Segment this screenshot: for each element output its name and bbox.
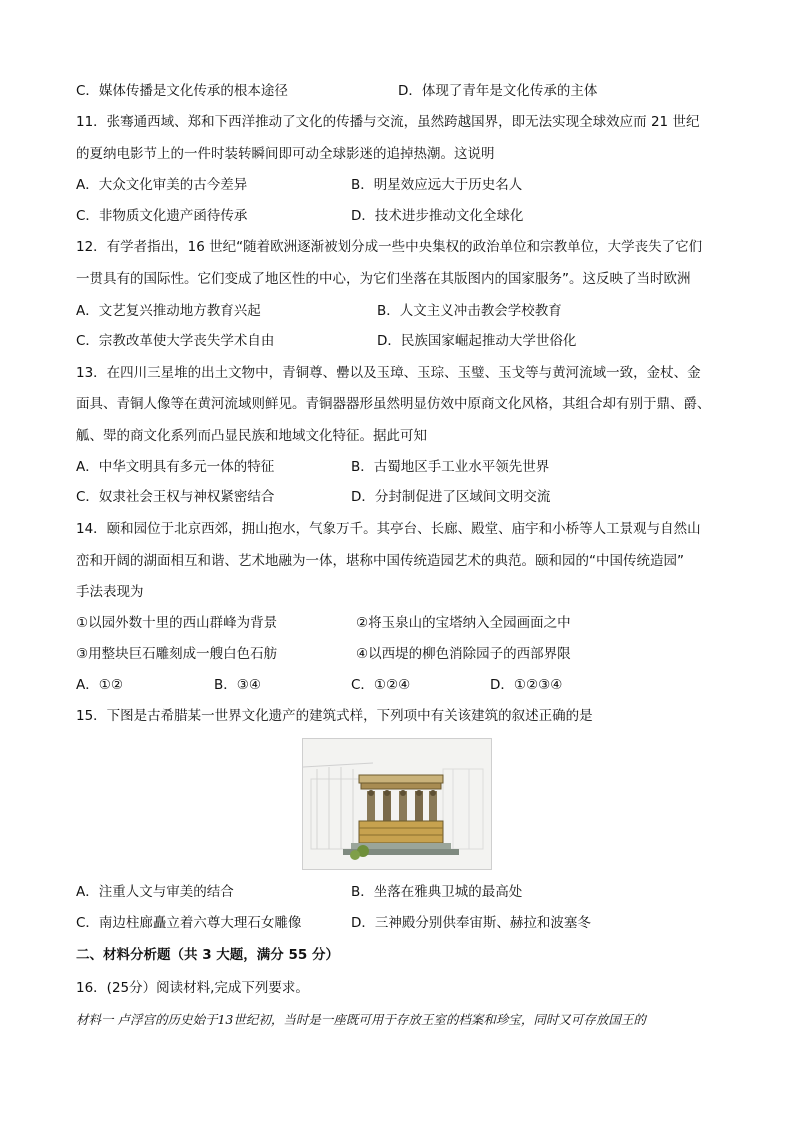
q14-option-a: A．①② — [76, 677, 123, 693]
q12-stem-line-1: 12．有学者指出，16 世纪“随着欧洲逐渐被划分成一些中央集权的政治单位和宗教单位，大学丧失了它们 — [76, 239, 703, 255]
q15-option-d: D．三神殿分别供奉宙斯、赫拉和波塞冬 — [351, 915, 591, 931]
q13-stem-line-3: 觚、斝的商文化系列而凸显民族和地域文化特征。据此可知 — [76, 428, 427, 444]
q13-stem-line-1: 13．在四川三星堆的出土文物中，青铜尊、罍以及玉璋、玉琮、玉璧、玉戈等与黄河流域一致，金杖、金 — [76, 365, 701, 381]
q12-option-d: D．民族国家崛起推动大学世俗化 — [377, 333, 577, 349]
q10-option-d: D．体现了青年是文化传承的主体 — [398, 83, 598, 99]
q15-option-c: C．南边柱廊矗立着六尊大理石女雕像 — [76, 915, 302, 931]
q14-option-d: D．①②③④ — [490, 677, 563, 693]
section-2-heading: 二、材料分析题（共 3 大题，满分 55 分） — [76, 947, 339, 963]
q14-statement-2: ②将玉泉山的宝塔纳入全园画面之中 — [356, 615, 571, 631]
q10-option-c: C．媒体传播是文化传承的根本途径 — [76, 83, 288, 99]
q16-material-1: 材料一 卢浮宫的历史始于13世纪初，当时是一座既可用于存放王室的档案和珍宝，同时又可存放国王的 — [76, 1012, 646, 1027]
q15-option-a: A．注重人文与审美的结合 — [76, 884, 234, 900]
q11-option-b: B．明星效应远大于历史名人 — [351, 177, 523, 193]
q13-option-b: B．古蜀地区手工业水平领先世界 — [351, 459, 550, 475]
q13-option-d: D．分封制促进了区域间文明交流 — [351, 489, 551, 505]
q12-option-b: B．人文主义冲击教会学校教育 — [377, 303, 562, 319]
q14-stem-line-3: 手法表现为 — [76, 584, 144, 600]
q11-option-a: A．大众文化审美的古今差异 — [76, 177, 248, 193]
q14-statement-3: ③用整块巨石雕刻成一艘白色石舫 — [76, 646, 278, 662]
q15-stem: 15．下图是古希腊某一世界文化遗产的建筑式样，下列项中有关该建筑的叙述正确的是 — [76, 708, 593, 724]
q14-statement-4: ④以西堤的柳色消除园子的西部界限 — [356, 646, 571, 662]
q11-option-c: C．非物质文化遗产函待传承 — [76, 208, 248, 224]
q13-option-c: C．奴隶社会王权与神权紧密结合 — [76, 489, 275, 505]
q13-stem-line-2: 面具、青铜人像等在黄河流域则鲜见。青铜器器形虽然明显仿效中原商文化风格，其组合却有别于鼎、爵、 — [76, 396, 711, 412]
q12-stem-line-2: 一贯具有的国际性。它们变成了地区性的中心，为它们坐落在其版图内的国家服务”。这反映了当时欧洲 — [76, 271, 691, 287]
q14-option-c: C．①②④ — [351, 677, 411, 693]
q14-stem-line-1: 14．颐和园位于北京西郊，拥山抱水，气象万千。其亭台、长廊、殿堂、庙宇和小桥等人工景观与自然山 — [76, 521, 701, 537]
q12-option-a: A．文艺复兴推动地方教育兴起 — [76, 303, 261, 319]
erechtheion-illustration — [303, 739, 491, 869]
q14-statement-1: ①以园外数十里的西山群峰为背景 — [76, 615, 278, 631]
q15-option-b: B．坐落在雅典卫城的最高处 — [351, 884, 523, 900]
q11-option-d: D．技术进步推动文化全球化 — [351, 208, 524, 224]
q14-stem-line-2: 峦和开阔的湖面相互和谐、艺术地融为一体，堪称中国传统造园艺术的典范。颐和园的“中国传统造园” — [76, 553, 684, 569]
q13-option-a: A．中华文明具有多元一体的特征 — [76, 459, 275, 475]
q16-stem: 16．(25分）阅读材料,完成下列要求。 — [76, 980, 309, 996]
caryatid-porch-image — [302, 738, 492, 870]
q12-option-c: C．宗教改革使大学丧失学术自由 — [76, 333, 275, 349]
q11-stem-line-1: 11．张骞通西域、郑和下西洋推动了文化的传播与交流，虽然跨越国界，即无法实现全球效应而 21 世纪 — [76, 114, 700, 130]
q14-option-b: B．③④ — [214, 677, 261, 693]
q11-stem-line-2: 的夏纳电影节上的一件时装转瞬间即可动全球影迷的追掉热潮。这说明 — [76, 146, 495, 162]
